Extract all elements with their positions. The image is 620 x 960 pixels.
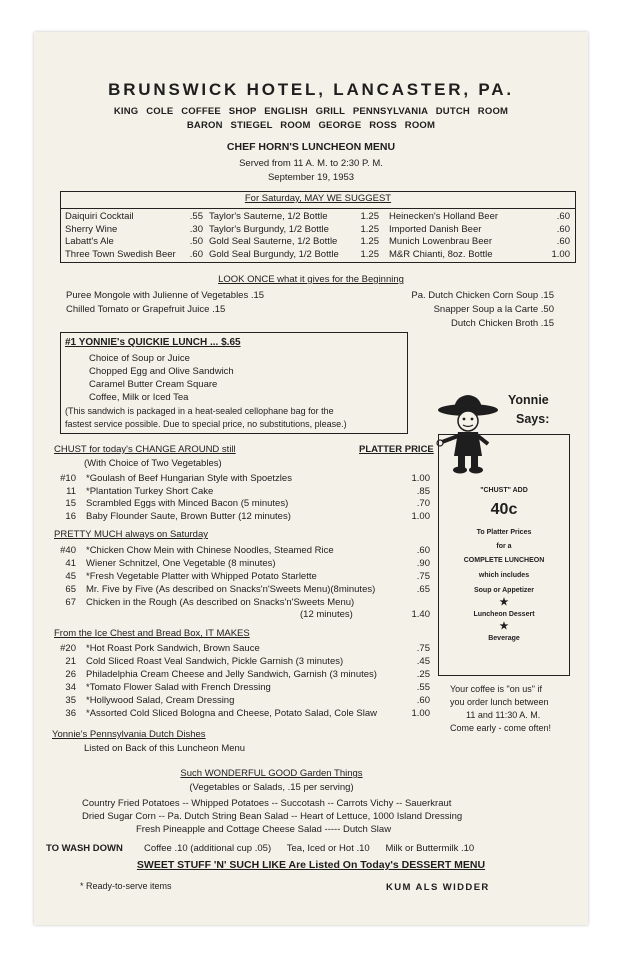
garden-sub: (Vegetables or Salads, .15 per serving)	[189, 782, 354, 793]
platter-price-label: PLATTER PRICE	[359, 444, 434, 455]
suggest-item-price: 1.25	[360, 236, 379, 247]
quickie-box	[60, 332, 408, 434]
rooms-line-1: KING COLE COFFEE SHOP ENGLISH GRILL PENNSYLVANIA DUTCH ROOM	[113, 106, 509, 117]
starter-left-1: Puree Mongole with Julienne of Vegetables .15	[66, 290, 265, 301]
menu-item-price: .60	[416, 545, 430, 556]
suggest-item-price: 1.25	[360, 223, 379, 235]
yonnie-line-3: COMPLETE LUNCHEON	[463, 557, 545, 564]
suggest-item-name: Munich Lowenbrau Beer	[389, 236, 492, 247]
star-icon: ★	[499, 621, 509, 632]
menu-item-number: #20	[60, 643, 76, 654]
menu-item-name: *Fresh Vegetable Platter with Whipped Potato Starlette	[86, 571, 317, 582]
menu-item-number: #10	[60, 473, 76, 484]
starters-heading: LOOK ONCE what it gives for the Beginning	[218, 274, 404, 285]
footer-note: * Ready-to-serve items	[80, 881, 172, 891]
suggest-item-name: Taylor's Sauterne, 1/2 Bottle	[209, 211, 328, 222]
served-hours: Served from 11 A. M. to 2:30 P. M.	[239, 158, 383, 169]
rooms-line-2: BARON STIEGEL ROOM GEORGE ROSS ROOM	[186, 120, 436, 131]
suggest-item-price: .60	[556, 236, 570, 247]
quickie-item-1: Choice of Soup or Juice	[89, 353, 190, 364]
yonnie-amount: 40c	[490, 501, 518, 518]
pretty-heading: PRETTY MUCH always on Saturday	[54, 529, 208, 540]
menu-item-number: 26	[65, 669, 76, 680]
menu-item-name: Philadelphia Cream Cheese and Jelly Sandwich, Garnish (3 minutes)	[86, 669, 377, 680]
menu-item-number: #40	[60, 545, 76, 556]
yonnie-line-6: Luncheon Dessert	[473, 611, 535, 618]
coffee-line-4: Come early - come often!	[450, 723, 552, 733]
suggest-item-name: Sherry Wine	[65, 223, 118, 235]
pretty-last-line: (12 minutes)	[300, 609, 353, 620]
menu-item-name: Chicken in the Rough (As described on Snacks'n'Sweets Menu)	[86, 597, 355, 608]
yonnie-line-5: Soup or Appetizer	[473, 587, 535, 594]
yonnie-line-7: Beverage	[488, 635, 520, 642]
menu-item-price: .75	[416, 643, 430, 654]
suggest-item-name: Gold Seal Sauterne, 1/2 Bottle	[209, 236, 338, 247]
menu-item-price: .55	[416, 682, 430, 693]
quickie-note-1: (This sandwich is packaged in a heat-sealed cellophane bag for the	[65, 406, 334, 416]
suggest-item-name: Taylor's Burgundy, 1/2 Bottle	[209, 223, 329, 235]
hotel-title: BRUNSWICK HOTEL, LANCASTER, PA.	[108, 80, 514, 99]
menu-item-price: .60	[416, 695, 430, 706]
menu-item-price: .75	[416, 571, 430, 582]
menu-item-number: 11	[66, 485, 76, 497]
yonnie-line-2: for a	[496, 543, 512, 550]
menu-item-name: *Tomato Flower Salad with French Dressing	[86, 682, 271, 693]
wash-line: Coffee .10 (additional cup .05) Tea, Iced or Hot .10 Milk or Buttermilk .10	[144, 843, 475, 854]
menu-item-price: .65	[416, 584, 430, 595]
yonnie-line-4: which includes	[478, 572, 530, 579]
dutch-heading: Yonnie's Pennsylvania Dutch Dishes	[52, 729, 206, 740]
menu-item-name: *Assorted Cold Sliced Bologna and Cheese, Potato Salad, Cole Slaw	[86, 708, 377, 719]
coffee-line-2: you order lunch between	[450, 697, 549, 707]
menu-item-name: *Goulash of Beef Hungarian Style with Spoetzles	[86, 473, 292, 484]
pretty-last-price: 1.40	[411, 609, 430, 620]
suggest-item-price: 1.25	[360, 248, 379, 260]
coffee-line-3: 11 and 11:30 A. M.	[466, 710, 541, 720]
menu-date: September 19, 1953	[267, 172, 355, 183]
menu-item-number: 41	[65, 558, 76, 569]
yonnie-offer-box	[438, 434, 570, 676]
quickie-item-3: Caramel Butter Cream Square	[89, 379, 218, 390]
suggest-item-name: Heinecken's Holland Beer	[389, 211, 499, 222]
yonnie-says-2: Says:	[516, 412, 550, 426]
menu-item-name: *Hot Roast Pork Sandwich, Brown Sauce	[86, 643, 260, 654]
menu-paper	[34, 32, 588, 925]
garden-line-3: Fresh Pineapple and Cottage Cheese Salad ----- Dutch Slaw	[136, 824, 392, 835]
icechest-heading: From the Ice Chest and Bread Box, IT MAKES	[54, 628, 250, 639]
menu-item-price: .70	[416, 498, 430, 509]
suggest-item-price: 1.00	[551, 248, 570, 260]
suggest-item-name: Daiquiri Cocktail	[65, 211, 134, 222]
dutch-line: Listed on Back of this Luncheon Menu	[84, 743, 246, 754]
suggest-item-price: .60	[556, 223, 570, 235]
menu-item-number: 67	[65, 597, 76, 608]
suggest-item-name: Imported Danish Beer	[389, 223, 482, 235]
starter-right-2: Snapper Soup a la Carte .50	[433, 304, 554, 315]
yonnie-line-1: To Platter Prices	[476, 529, 532, 536]
suggest-box	[60, 191, 576, 263]
menu-title: CHEF HORN'S LUNCHEON MENU	[226, 141, 396, 153]
menu-item-price: .90	[416, 558, 430, 569]
star-icon: ★	[499, 597, 509, 608]
menu-item-name: *Hollywood Salad, Cream Dressing	[86, 695, 235, 706]
quickie-title: #1 YONNIE's QUICKIE LUNCH ... $.65	[65, 337, 241, 348]
garden-line-1: Country Fried Potatoes -- Whipped Potatoes -- Succotash -- Carrots Vichy -- Sauerkraut	[82, 798, 452, 809]
suggest-item-price: 1.25	[360, 211, 379, 222]
quickie-item-2: Chopped Egg and Olive Sandwich	[89, 366, 234, 377]
quickie-item-4: Coffee, Milk or Iced Tea	[89, 392, 189, 403]
suggest-heading: For Saturday, MAY WE SUGGEST	[244, 193, 392, 204]
starter-right-1: Pa. Dutch Chicken Corn Soup .15	[411, 290, 554, 301]
menu-item-price: .85	[416, 485, 430, 497]
menu-item-number: 21	[65, 656, 76, 667]
menu-item-name: Mr. Five by Five (As described on Snacks'n'Sweets Menu)(8minutes)	[86, 584, 376, 595]
garden-line-2: Dried Sugar Corn -- Pa. Dutch String Bean Salad -- Heart of Lettuce, 1000 Island Dressing	[82, 811, 463, 822]
suggest-item-name: Three Town Swedish Beer	[65, 248, 176, 260]
menu-item-number: 16	[65, 510, 76, 522]
menu-item-number: 15	[65, 498, 76, 509]
menu-item-name: Scrambled Eggs with Minced Bacon (5 minutes)	[86, 498, 289, 509]
suggest-item-name: Gold Seal Burgundy, 1/2 Bottle	[209, 248, 339, 260]
starter-right-3: Dutch Chicken Broth .15	[451, 318, 554, 329]
menu-item-number: 35	[65, 695, 76, 706]
menu-item-number: 34	[65, 682, 76, 693]
garden-heading: Such WONDERFUL GOOD Garden Things	[180, 768, 363, 779]
wash-label: TO WASH DOWN	[46, 843, 123, 854]
chust-heading: CHUST for today's CHANGE AROUND still	[54, 444, 236, 455]
suggest-item-price: .55	[189, 211, 203, 222]
starter-left-2: Chilled Tomato or Grapefruit Juice .15	[66, 304, 226, 315]
suggest-item-price: .60	[189, 248, 203, 260]
menu-item-name: Cold Sliced Roast Veal Sandwich, Pickle Garnish (3 minutes)	[86, 656, 344, 667]
quickie-note-2: fastest service possible. Due to special price, no substitutions, please.)	[65, 419, 347, 429]
menu-item-name: *Chicken Chow Mein with Chinese Noodles, Steamed Rice	[86, 545, 334, 556]
suggest-item-name: M&R Chianti, 8oz. Bottle	[389, 248, 493, 260]
suggest-item-name: Labatt's Ale	[65, 236, 114, 247]
menu-item-price: .25	[416, 669, 430, 680]
yonnie-says-1: Yonnie	[508, 393, 549, 407]
menu-item-price: .45	[416, 656, 430, 667]
yonnie-chust-add: "CHUST" ADD	[480, 487, 528, 494]
menu-item-number: 36	[65, 708, 76, 719]
suggest-item-price: .50	[189, 236, 203, 247]
chust-sub: (With Choice of Two Vegetables)	[84, 458, 222, 469]
suggest-item-price: .60	[556, 211, 570, 222]
menu-item-name: Wiener Schnitzel, One Vegetable (8 minutes)	[86, 558, 276, 569]
menu-item-name: *Plantation Turkey Short Cake	[86, 485, 214, 497]
suggest-divider	[61, 208, 575, 209]
menu-item-price: 1.00	[411, 708, 430, 719]
footer-sign: KUM ALS WIDDER	[386, 882, 490, 893]
menu-item-number: 65	[65, 584, 76, 595]
dessert-line: SWEET STUFF 'N' SUCH LIKE Are Listed On Today's DESSERT MENU	[136, 859, 486, 871]
menu-item-price: 1.00	[411, 510, 430, 522]
suggest-item-price: .30	[189, 223, 203, 235]
coffee-line-1: Your coffee is "on us" if	[450, 684, 542, 694]
menu-item-price: 1.00	[411, 473, 430, 484]
menu-item-name: Baby Flounder Saute, Brown Butter (12 minutes)	[86, 510, 291, 522]
menu-item-number: 45	[65, 571, 76, 582]
